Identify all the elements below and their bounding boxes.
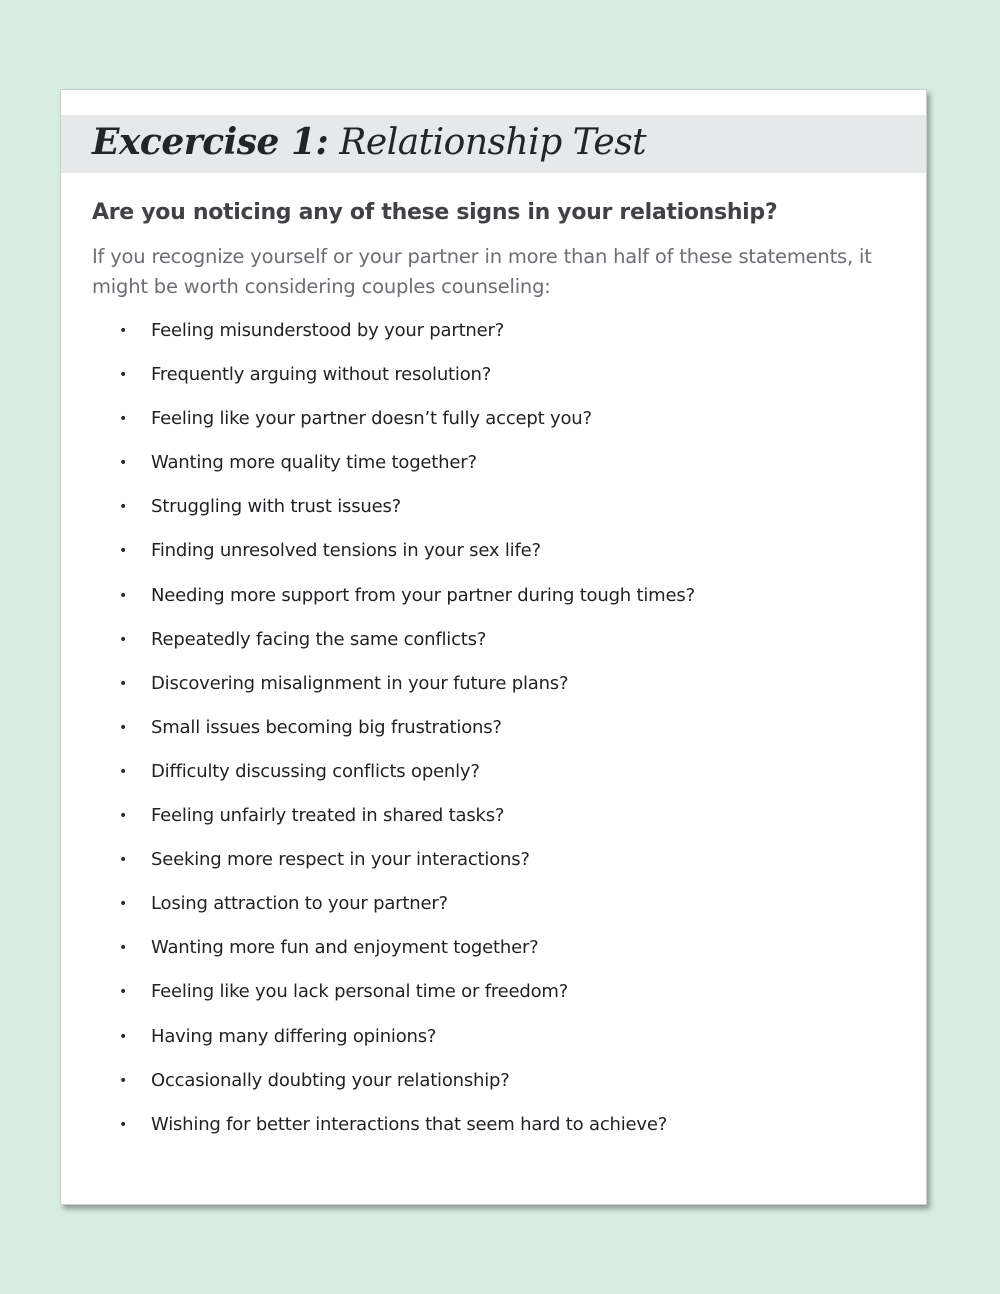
list-item (119, 1066, 695, 1110)
bullet-icon: • (119, 1072, 128, 1089)
list-item-text: Having many differing opinions? (151, 1025, 437, 1047)
list-item (119, 757, 695, 801)
bullet-icon: • (119, 852, 128, 869)
bullet-icon: • (119, 984, 128, 1001)
list-item-text: Feeling like you lack personal time or freedom? (151, 981, 569, 1003)
list-item (119, 316, 695, 360)
bullet-icon: • (119, 719, 128, 736)
list-item (119, 845, 695, 889)
page-title (92, 120, 646, 165)
title-exercise-number: Excercise 1: (92, 121, 329, 163)
section-heading: Are you noticing any of these signs in your relationship? (92, 200, 778, 225)
list-item (119, 669, 695, 713)
list-item-text: Difficulty discussing conflicts openly? (151, 760, 480, 782)
list-item (119, 1022, 695, 1066)
bullet-icon: • (119, 1028, 128, 1045)
list-item (119, 801, 695, 845)
list-item (119, 536, 695, 580)
list-item (119, 977, 695, 1021)
bullet-icon: • (119, 411, 128, 428)
list-item (119, 448, 695, 492)
bullet-icon: • (119, 587, 128, 604)
list-item (119, 404, 695, 448)
list-item-text: Feeling unfairly treated in shared tasks? (151, 805, 505, 827)
bullet-icon: • (119, 367, 128, 384)
list-item (119, 889, 695, 933)
bullet-icon: • (119, 631, 128, 648)
signs-list (119, 316, 695, 1154)
list-item-text: Small issues becoming big frustrations? (151, 716, 502, 738)
bullet-icon: • (119, 896, 128, 913)
list-item-text: Discovering misalignment in your future plans? (151, 672, 569, 694)
list-item-text: Wanting more fun and enjoyment together? (151, 937, 539, 959)
list-item (119, 713, 695, 757)
bullet-icon: • (119, 455, 128, 472)
list-item-text: Feeling misunderstood by your partner? (151, 320, 505, 341)
list-item-text: Feeling like your partner doesn’t fully accept you? (151, 408, 592, 430)
intro-paragraph: If you recognize yourself or your partner in more than half of these statements, it might be worth considering couples counseling: (92, 245, 872, 298)
bullet-icon: • (119, 675, 128, 692)
bullet-icon: • (119, 323, 128, 339)
list-item-text: Needing more support from your partner during tough times? (151, 584, 695, 606)
list-item (119, 581, 695, 625)
list-item-text: Losing attraction to your partner? (151, 893, 448, 915)
bullet-icon: • (119, 808, 128, 825)
bullet-icon: • (119, 940, 128, 957)
bullet-icon: • (119, 499, 128, 516)
list-item (119, 360, 695, 404)
list-item-text: Repeatedly facing the same conflicts? (151, 628, 487, 650)
worksheet-card (60, 89, 927, 1205)
list-item (119, 1110, 695, 1154)
list-item-text: Finding unresolved tensions in your sex life? (151, 540, 541, 562)
list-item-text: Struggling with trust issues? (151, 496, 402, 518)
list-item-text: Wishing for better interactions that seem hard to achieve? (151, 1113, 668, 1135)
bullet-icon: • (119, 543, 128, 560)
bullet-icon: • (119, 1116, 128, 1133)
list-item (119, 933, 695, 977)
list-item-text: Wanting more quality time together? (151, 452, 477, 474)
bullet-icon: • (119, 763, 128, 780)
title-exercise-name: Relationship Test (339, 122, 647, 163)
list-item (119, 625, 695, 669)
list-item-text: Occasionally doubting your relationship? (151, 1069, 510, 1091)
list-item-text: Seeking more respect in your interactions? (151, 849, 530, 871)
list-item-text: Frequently arguing without resolution? (151, 364, 492, 386)
list-item (119, 492, 695, 536)
